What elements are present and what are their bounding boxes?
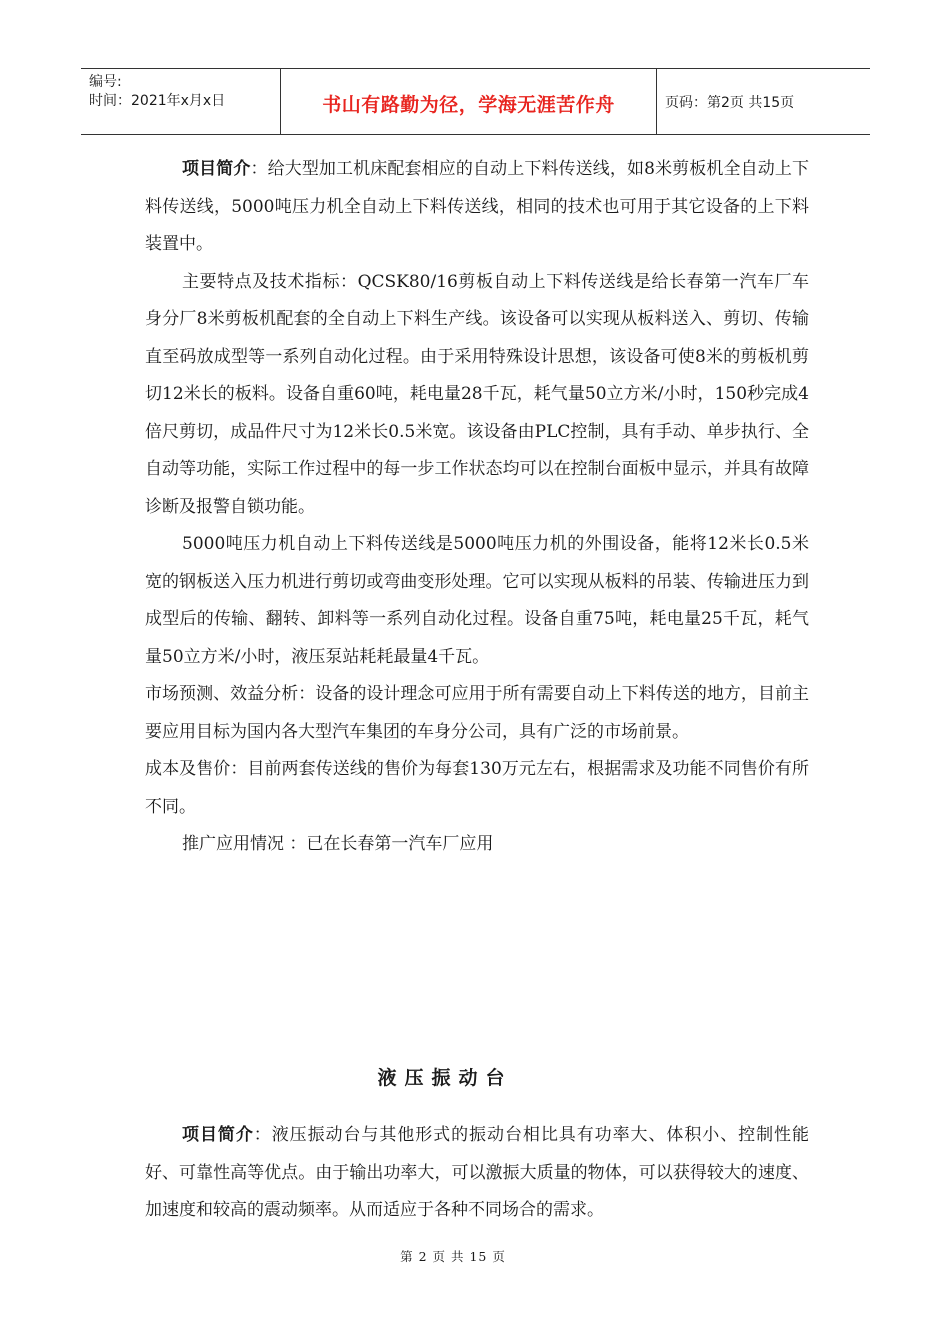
header-time-label: 时间：2021年x月x日 [89,93,226,109]
section-1-features: 主要特点及技术指标：QCSK80/16剪板自动上下料传送线是给长春第一汽车厂车身分厂8米剪板机配套的全自动上下料生产线。该设备可以实现从板料送入、剪切、传输直至码放成型等一系列自动化过程。由于采用特殊设计思想，该设备可使8米的剪板机剪切12米长的板料。设备自重60吨，耗电量28千瓦，耗气量50立方米/小时，150秒完成4倍尺剪切，成品件尺寸为12米长0.5米宽。该设备由PLC控制，具有手动、单步执行、全自动等功能，实际工作过程中的每一步工作状态均可以在控制台面板中显示，并具有故障诊断及报警自锁功能。 [145,271,809,517]
section-2-intro-text: ：液压振动台与其他形式的振动台相比具有功率大、体积小、控制性能好、可靠性高等优点。由于输出功率大，可以激振大质量的物体，可以获得较大的速度、加速度和较高的震动频率。从而适应于各种不同场合的需求。 [145,1125,809,1220]
header-number-label: 编号: [89,74,122,90]
page-footer: 第 2 页 共 15 页 [400,1249,506,1264]
section-2-title: 液压振动台 [377,1067,513,1089]
intro-label: 项目简介 [182,159,251,179]
header-motto: 书山有路勤为径，学海无涯苦作舟 [281,69,657,134]
section-1-cost: 成本及售价：目前两套传送线的售价为每套130万元左右，根据需求及功能不同售价有所不同。 [145,759,809,817]
header-meta [81,69,281,134]
section-1-promotion: 推广应用情况 ：已在长春第一汽车厂应用 [182,834,494,854]
section-1-body [145,151,809,864]
page-header [81,68,870,135]
section-2-body [145,1117,809,1230]
section-2-intro [145,1117,809,1230]
header-page-info: 页码：第2页 共15页 [665,94,795,111]
section-1-press-line: 5000吨压力机自动上下料传送线是5000吨压力机的外围设备，能将12米长0.5米宽的钢板送入压力机进行剪切或弯曲变形处理。它可以实现从板料的吊装、传输进压力到成型后的传输、翻转、卸料等一系列自动化过程。设备自重75吨，耗电量25千瓦，耗气量50立方米/小时，液压泵站耗耗最量4千瓦。 [145,534,809,667]
section-1-market: 市场预测、效益分析：设备的设计理念可应用于所有需要自动上下料传送的地方，目前主要应用目标为国内各大型汽车集团的车身分公司，具有广泛的市场前景。 [145,684,809,742]
intro-text: ：给大型加工机床配套相应的自动上下料传送线，如8米剪板机全自动上下料传送线，5000吨压力机全自动上下料传送线，相同的技术也可用于其它设备的上下料装置中。 [145,159,809,254]
section-1-intro [145,151,809,264]
section-2-intro-label: 项目简介 [182,1125,254,1145]
